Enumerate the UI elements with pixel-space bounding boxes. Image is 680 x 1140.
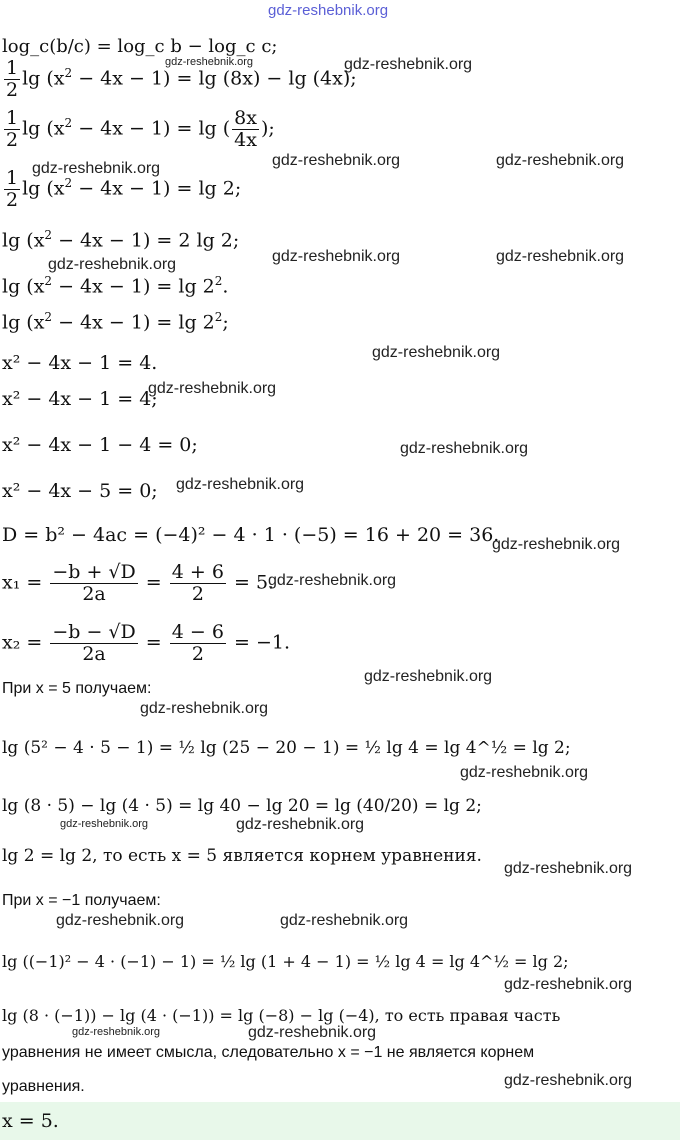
watermark: gdz-reshebnik.org [496,152,625,169]
fraction-8x-4x: $\frac{8x}{4x}$ [234,107,257,151]
answer-box [0,1102,680,1140]
watermark: gdz-reshebnik.org [504,976,633,993]
watermark: gdz-reshebnik.org [504,1072,633,1089]
root-x1-line: x₁ = $\frac{-b + √D}{2a}$ = $\frac{4 + 6}{2}$ = 5. [2,561,275,605]
log-property-line: log_c(b/c) = log_c b − log_c c; [2,36,278,57]
fraction-half: $\frac{1}{2}$ [6,107,19,151]
root-x2-line: x₂ = $\frac{-b - √D}{2a}$ = $\frac{4 - 6}{2}$ = −1. [2,621,290,665]
check-x5-heading: При x = 5 получаем: [2,680,152,697]
watermark: gdz-reshebnik.org [32,160,161,177]
answer-text: x = 5. [2,1110,59,1132]
watermark: gdz-reshebnik.org [236,816,365,833]
watermark: gdz-reshebnik.org [268,572,397,589]
equation-line-8: x² − 4x − 1 = 4; [2,388,158,410]
discriminant-line: D = b² − 4ac = (−4)² − 4 · 1 · (−5) = 16 + 20 = 36. [2,524,500,546]
fraction-x1-formula: $\frac{-b + √D}{2a}$ [52,561,136,605]
check-x5-left: lg (5² − 4 · 5 − 1) = ½ lg (25 − 20 − 1) = ½ lg 4 = lg 4^½ = lg 2; [2,738,571,758]
watermark: gdz-reshebnik.org [72,1026,161,1038]
watermark: gdz-reshebnik.org [56,912,185,929]
watermark: gdz-reshebnik.org [492,536,621,553]
check-xm1-heading: При x = −1 получаем: [2,892,161,909]
top-watermark: gdz-reshebnik.org [268,2,389,19]
watermark: gdz-reshebnik.org [400,440,529,457]
equation-line-7: x² − 4x − 1 = 4. [2,352,158,374]
watermark: gdz-reshebnik.org [248,1024,377,1041]
watermark: gdz-reshebnik.org [372,344,501,361]
check-x5-conclusion: lg 2 = lg 2, то есть x = 5 является корнем уравнения. [2,846,482,866]
watermark: gdz-reshebnik.org [165,56,254,68]
watermark: gdz-reshebnik.org [280,912,409,929]
watermark: gdz-reshebnik.org [272,152,401,169]
equation-line-10: x² − 4x − 5 = 0; [2,480,158,502]
watermark: gdz-reshebnik.org [364,668,493,685]
fraction-x2-formula: $\frac{-b - √D}{2a}$ [52,621,136,665]
equation-line-3: $\frac{1}{2}$ $\lg (x^2 - 4x - 1) = \lg 2$; [6,167,242,211]
equation-line-6: $\lg (x^2 - 4x - 1) = \lg 2^2$; [2,310,229,334]
equation-line-2: $\frac{1}{2}$ $\lg (x^2 - 4x - 1) = \lg$ ( $\frac{8x}{4x}$ ); [6,107,275,151]
check-xm1-text-2: уравнения не имеет смысла, следовательно x = −1 не является корнем [2,1044,535,1061]
check-xm1-right: lg (8 · (−1)) − lg (4 · (−1)) = lg (−8) − lg (−4), то есть правая часть [2,1006,561,1025]
watermark: gdz-reshebnik.org [48,256,177,273]
watermark: gdz-reshebnik.org [504,860,633,877]
check-xm1-left: lg ((−1)² − 4 · (−1) − 1) = ½ lg (1 + 4 − 1) = ½ lg 4 = lg 4^½ = lg 2; [2,952,569,971]
watermark: gdz-reshebnik.org [140,700,269,717]
equation-line-9: x² − 4x − 1 − 4 = 0; [2,434,198,456]
fraction-x1-value: $\frac{4 + 6}{2}$ [171,561,224,605]
fraction-x2-value: $\frac{4 - 6}{2}$ [171,621,224,665]
fraction-half: $\frac{1}{2}$ [6,57,19,101]
watermark: gdz-reshebnik.org [272,248,401,265]
watermark: gdz-reshebnik.org [460,764,589,781]
watermark: gdz-reshebnik.org [60,818,149,830]
watermark: gdz-reshebnik.org [496,248,625,265]
watermark: gdz-reshebnik.org [344,56,473,73]
equation-line-5: $\lg (x^2 - 4x - 1) = \lg 2^2$. [2,274,229,298]
check-xm1-text-3: уравнения. [2,1078,85,1095]
watermark: gdz-reshebnik.org [148,380,277,397]
watermark: gdz-reshebnik.org [176,476,305,493]
fraction-half: $\frac{1}{2}$ [6,167,19,211]
equation-line-4: $\lg (x^2 - 4x - 1) = 2$ lg 2; [2,228,240,252]
check-x5-right: lg (8 · 5) − lg (4 · 5) = lg 40 − lg 20 = lg (40/20) = lg 2; [2,796,482,816]
equation-line-1: $\frac{1}{2}$ $\lg (x^2 - 4x - 1) = \lg (8x) - \lg (4x)$; [6,57,357,101]
